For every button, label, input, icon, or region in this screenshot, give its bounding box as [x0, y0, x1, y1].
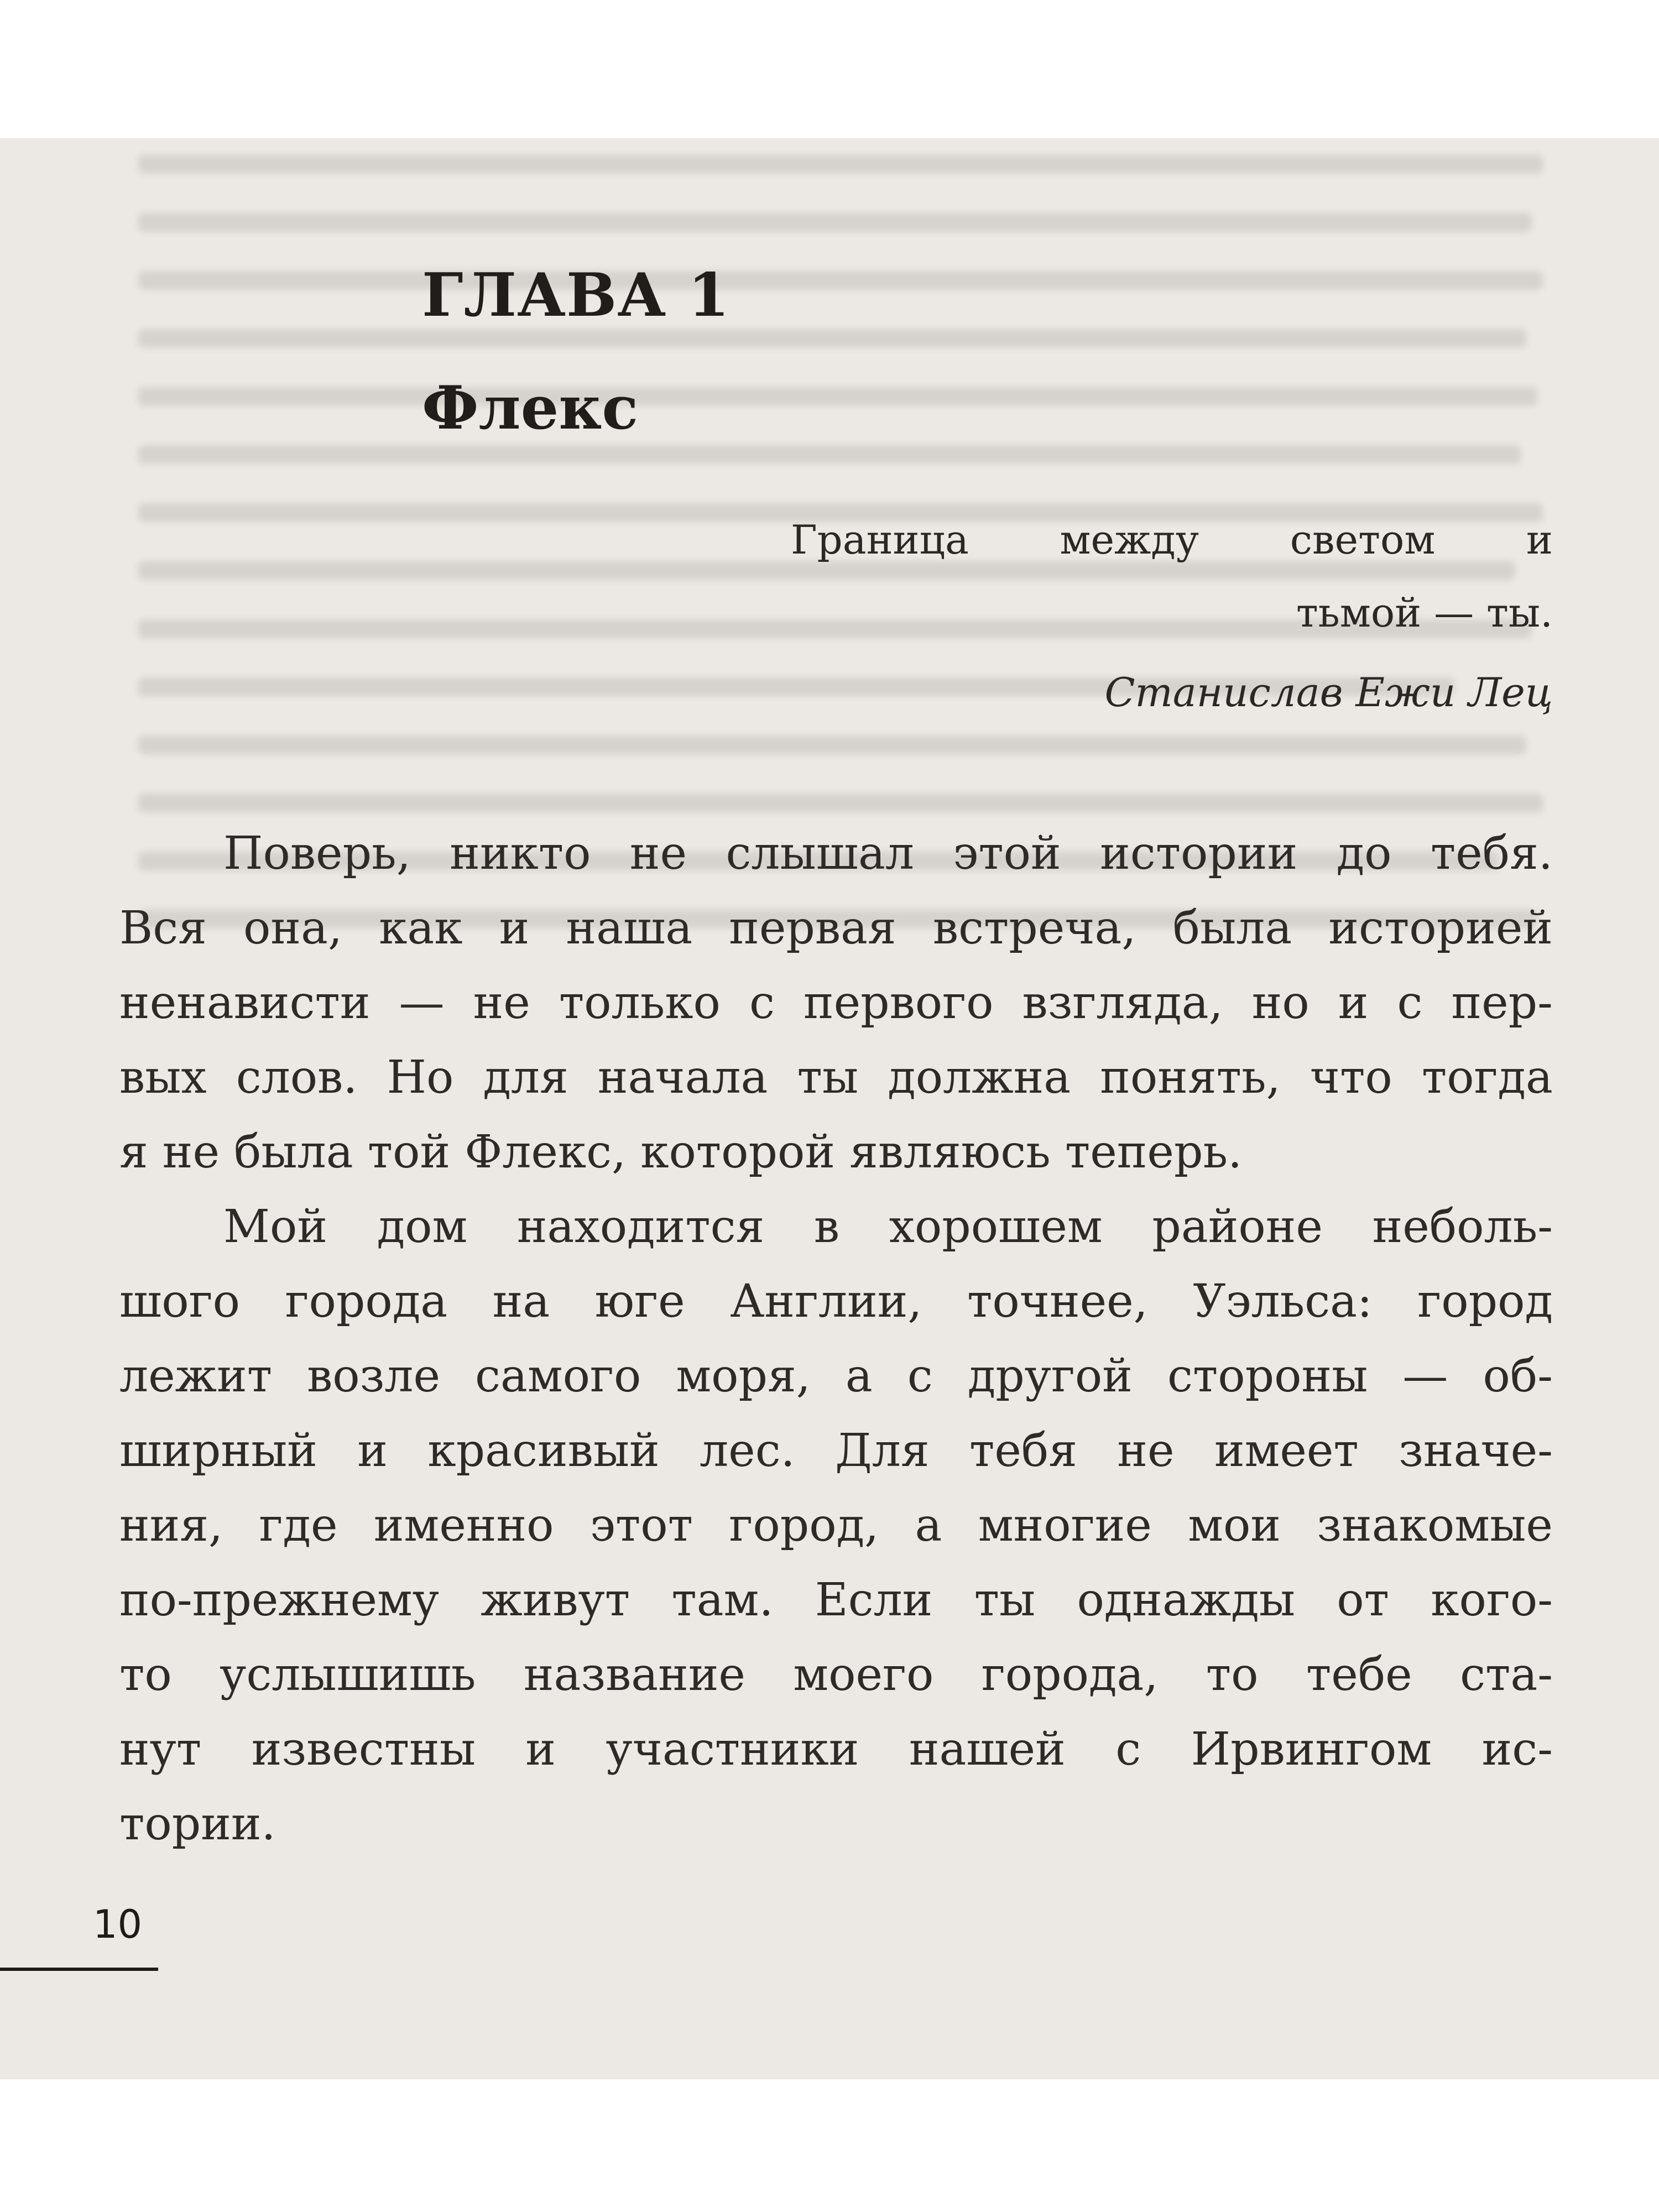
paragraph: [119, 816, 1553, 1190]
text-line: тории.: [119, 1798, 276, 1850]
text-line: Мой дом находится в хорошем районе неболь-: [223, 1201, 1553, 1253]
epigraph-line: тьмой — ты.: [1296, 589, 1553, 636]
text-line: я не была той Флекс, которой являюсь теперь.: [119, 1126, 1243, 1178]
epigraph-word: Граница: [791, 517, 969, 563]
chapter-subtitle: Флекс: [422, 373, 639, 443]
epigraph-line: [791, 503, 1553, 576]
text-line: Поверь, никто не слышал этой истории до тебя.: [223, 827, 1553, 880]
text-line: то услышишь название моего города, то тебе ста-: [119, 1648, 1553, 1701]
text-line: шого города на юге Англии, точнее, Уэльса: город: [119, 1275, 1553, 1328]
text-line: лежит возле самого моря, а с другой стороны — об-: [119, 1350, 1553, 1402]
text-line: ния, где именно этот город, а многие мои знакомые: [119, 1499, 1553, 1552]
book-page: [0, 138, 1659, 2079]
text-line: ненависти — не только с первого взгляда, но и с пер-: [119, 977, 1553, 1029]
epigraph-word: и: [1526, 517, 1553, 563]
page-number: 10: [93, 1902, 143, 1947]
chapter-title: ГЛАВА 1: [422, 260, 731, 330]
epigraph: [791, 503, 1553, 729]
text-line: Вся она, как и наша первая встреча, была историей: [119, 902, 1553, 954]
epigraph-word: между: [1060, 517, 1199, 563]
paragraph: [119, 1190, 1553, 1861]
text-line: по-прежнему живут там. Если ты однажды от кого-: [119, 1574, 1553, 1626]
text-line: вых слов. Но для начала ты должна понять, что тогда: [119, 1051, 1553, 1104]
text-line: нут известны и участники нашей с Ирвингом ис-: [119, 1723, 1553, 1776]
epigraph-word: светом: [1290, 517, 1436, 563]
footer-rule: [0, 1968, 158, 1971]
body-text: [119, 816, 1553, 1861]
text-line: ширный и красивый лес. Для тебя не имеет значе-: [119, 1425, 1553, 1477]
epigraph-author: Станислав Ежи Лец: [1104, 669, 1553, 716]
